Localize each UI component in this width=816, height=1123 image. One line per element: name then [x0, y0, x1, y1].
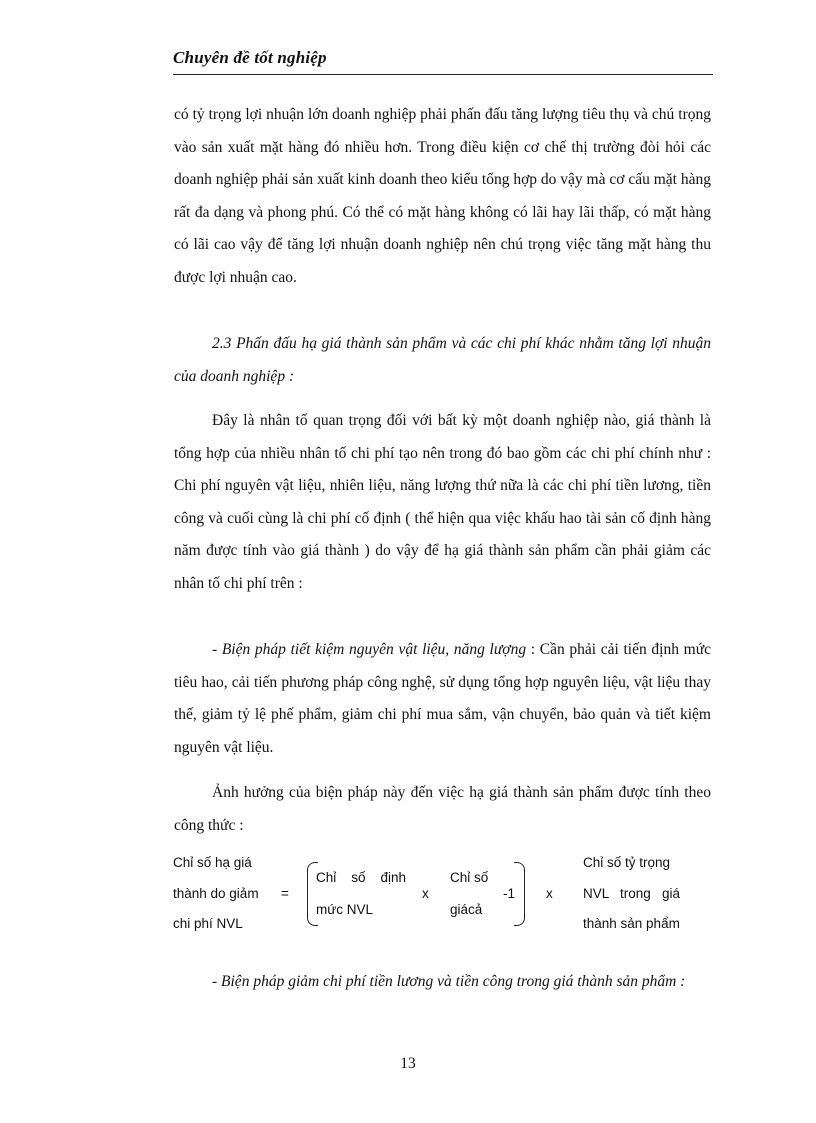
measure-material-text: : Cần phải cải tiến định mức tiêu hao, cải tiến phương pháp công nghệ, sử dụng tổng hợp nguyên liệu, vật liệu thay thế, giảm tỷ lệ phế phẩm, giảm chi phí mua sắm, vận chuyển, bảo quản và tiết kiệm nguyên vật liệu. — [174, 641, 711, 756]
page-number: 13 — [400, 1055, 416, 1072]
paragraph-cost-factors: Đây là nhân tố quan trọng đối với bất kỳ một doanh nghiệp nào, giá thành là tổng hợp của nhiều nhân tố chi phí tạo nên trong đó bao gồm các chi phí chính như : Chi phí nguyên vật liệu, nhiên liệu, năng lượng thứ nữa là các chi phí tiền lương, tiền công và cuối cùng là chi phí cố định ( thể hiện qua việc khấu hao tài sản cố định hàng năm được tính vào giá thành ) do vậy để hạ giá thành sản phẩm cần phải giảm các nhân tố chi phí trên : — [174, 412, 711, 592]
formula-term3-line2: NVL trong giá — [583, 886, 681, 901]
header-divider — [173, 74, 713, 75]
formula-times-1: x — [422, 886, 429, 901]
formula-right-bracket — [514, 862, 525, 926]
formula-minus-one: -1 — [503, 886, 516, 901]
measure-material-label: - Biện pháp tiết kiệm nguyên vật liệu, năng lượng — [212, 641, 527, 658]
section-heading-2-3: 2.3 Phấn đấu hạ giá thành sản phẩm và các chi phí khác nhằm tăng lợi nhuận của doanh nghiệp : — [174, 335, 711, 385]
formula-term3-line3: thành sản phẩm — [583, 916, 680, 931]
formula-term2-line1: Chỉ số — [450, 870, 489, 885]
paragraph-formula-intro: Ảnh hưởng của biện pháp này đến việc hạ giá thành sản phẩm được tính theo công thức : — [174, 784, 711, 834]
paragraph-profit-structure: có tỷ trọng lợi nhuận lớn doanh nghiệp phải phấn đấu tăng lượng tiêu thụ và chú trọng vào sản xuất mặt hàng đó nhiều hơn. Trong điều kiện cơ chế thị trường đòi hỏi các doanh nghiệp phải sản xuất kinh doanh theo kiểu tổng hợp do vậy mà cơ cấu mặt hàng rất đa dạng và phong phú. Có thể có mặt hàng không có lãi hay lãi thấp, có mặt hàng có lãi cao vậy để tăng lợi nhuận doanh nghiệp nên chú trọng việc tăng mặt hàng thu được lợi nhuận cao. — [174, 106, 711, 286]
formula-term1-line2: mức NVL — [316, 902, 374, 917]
document-header-title: Chuyên đề tốt nghiệp — [173, 48, 327, 67]
formula-term3-line1: Chỉ số tỷ trọng — [583, 855, 671, 870]
formula-lhs-line2: thành do giảm — [173, 886, 259, 901]
paragraph-material-savings — [174, 634, 711, 764]
formula-term2-line2: giácả — [450, 902, 483, 917]
formula-term1-line1: Chỉ số định — [316, 870, 407, 885]
paragraph-wage-measure: - Biện pháp giảm chi phí tiền lương và tiền công trong giá thành sản phẩm : — [212, 973, 686, 990]
formula-lhs-line1: Chỉ số hạ giá — [173, 855, 252, 870]
formula-lhs-line3: chi phí NVL — [173, 916, 243, 931]
formula-equals: = — [281, 886, 289, 901]
formula-times-2: x — [546, 886, 553, 901]
